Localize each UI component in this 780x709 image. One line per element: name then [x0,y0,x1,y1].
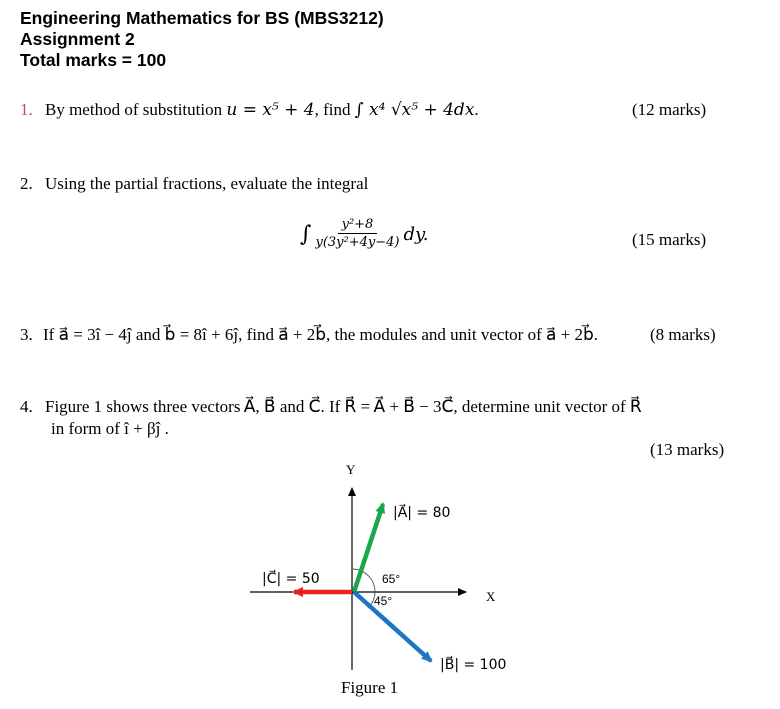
vector-a-arrow [354,504,383,592]
angle-b-label: 45° [374,594,393,608]
question-3-number: 3. [20,325,33,344]
question-3-text: If a⃗ = 3î − 4ĵ and b⃗ = 8î + 6ĵ, find a⃗ + 2b⃗, the modules and unit vector of a⃗ + 2b⃗. [43,325,599,344]
vector-b-label: |B⃗| = 100 [440,657,507,673]
fraction-numerator: y²+8 [338,217,378,234]
fraction-denominator: y(3y²+4y−4) [315,235,400,250]
differential: dy. [403,223,429,245]
figure-caption: Figure 1 [341,678,399,697]
integral-sign: ∫ [300,221,312,247]
question-2-number: 2. [20,174,33,193]
question-1-integral: ∫ x⁴ √x⁵ + 4dx [354,100,475,120]
y-axis-label: Y [346,462,356,477]
question-2-marks: (15 marks) [632,230,707,249]
x-axis-label: X [486,589,496,604]
question-3-marks: (8 marks) [650,325,716,344]
question-4-marks: (13 marks) [650,440,725,459]
question-1-text-end: . [474,100,479,119]
question-4-number: 4. [20,397,33,416]
vector-b-arrow [354,592,431,661]
assignment-title: Assignment 2 [20,29,135,49]
vector-a-label: |A⃗| = 80 [393,505,451,521]
course-title: Engineering Mathematics for BS (MBS3212) [20,8,384,28]
question-4-line1: Figure 1 shows three vectors A⃗, B⃗ and C⃗. If R⃗ = A⃗ + B⃗ − 3C⃗, determine unit vector of R⃗ [45,397,642,416]
question-1-substitution: u = x⁵ + 4 [226,100,315,120]
question-1-marks: (12 marks) [632,100,707,119]
total-marks: Total marks = 100 [20,50,167,70]
question-1-text-mid: , find [314,100,355,119]
question-2-text: Using the partial fractions, evaluate the integral [45,174,369,193]
question-4-line2: in form of î + βĵ . [51,419,169,438]
vector-c-label: |C⃗| = 50 [262,571,320,587]
question-1-number: 1. [20,100,33,119]
angle-a-label: 65° [382,572,401,586]
question-1-text: By method of substitution [45,100,227,119]
